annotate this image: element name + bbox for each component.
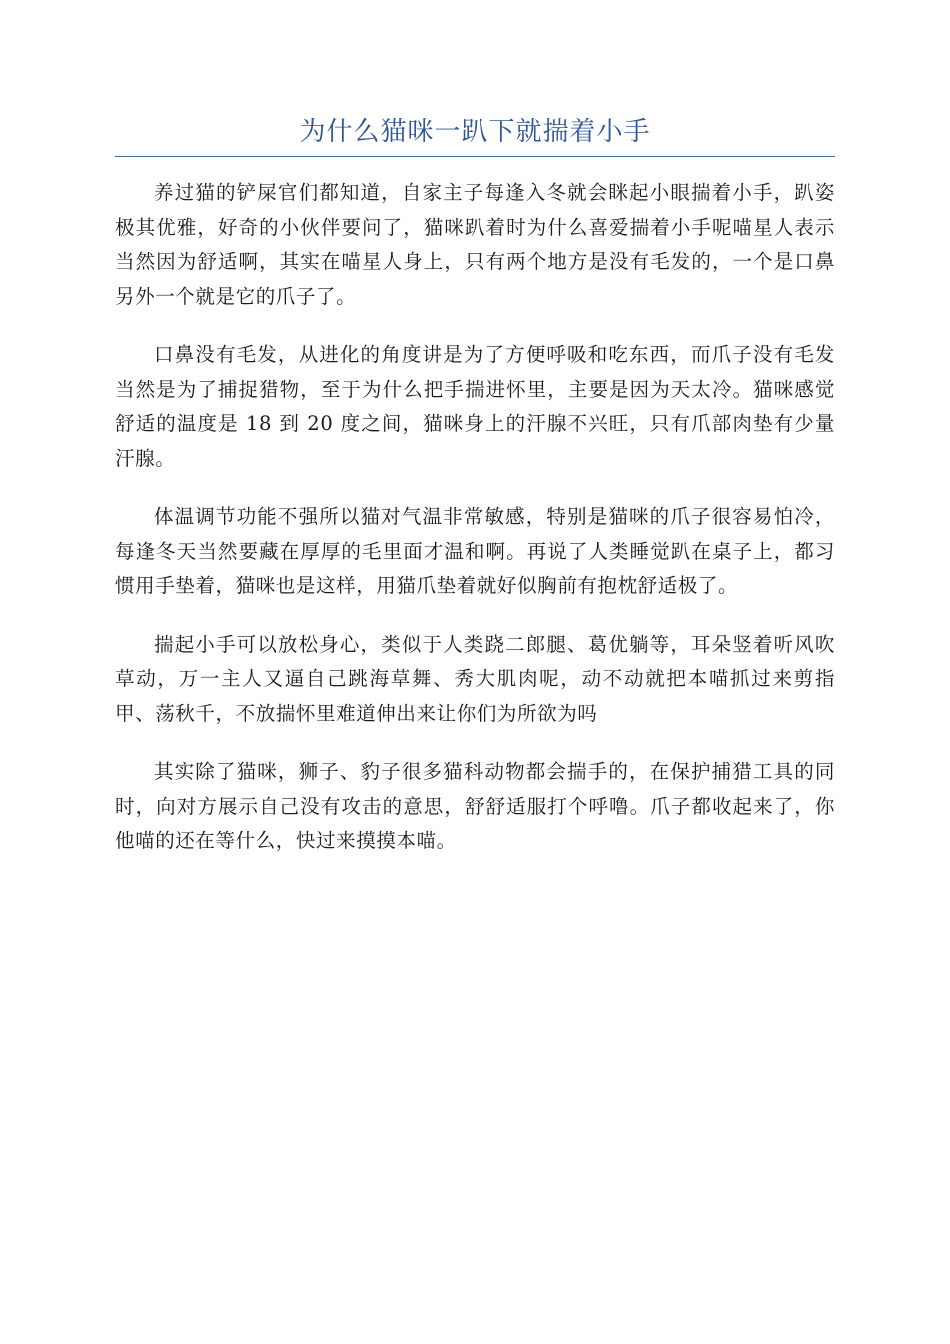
paragraph-5: 其实除了猫咪，狮子、豹子很多猫科动物都会揣手的，在保护捕猎工具的同时，向对方展示自己没有攻击的意思，舒舒适服打个呼噜。爪子都收起来了，你他喵的还在等什么，快过来摸摸本喵。 (115, 760, 835, 852)
paragraph-4: 揣起小手可以放松身心，类似于人类跷二郎腿、葛优躺等，耳朵竖着听风吹草动，万一主人又逼自己跳海草舞、秀大肌肉呢，动不动就把本喵抓过来剪指甲、荡秋千，不放揣怀里难道伸出来让你们为所欲为吗 (115, 632, 835, 725)
paragraph-3: 体温调节功能不强所以猫对气温非常敏感，特别是猫咪的爪子很容易怕冷，每逢冬天当然要藏在厚厚的毛里面才温和啊。再说了人类睡觉趴在桌子上，都习惯用手垫着，猫咪也是这样，用猫爪垫着就好似胸前有抱枕舒适极了。 (115, 505, 835, 597)
paragraph-1: 养过猫的铲屎官们都知道，自家主子每逢入冬就会眯起小眼揣着小手，趴姿极其优雅，好奇的小伙伴要问了，猫咪趴着时为什么喜爱揣着小手呢喵星人表示当然因为舒适啊，其实在喵星人身上，只有两个地方是没有毛发的，一个是口鼻另外一个就是它的爪子了。 (115, 181, 835, 308)
title-block (115, 112, 835, 157)
document-title: 为什么猫咪一趴下就揣着小手 (299, 117, 651, 147)
document-body (115, 176, 835, 883)
paragraph-2: 口鼻没有毛发，从进化的角度讲是为了方便呼吸和吃东西，而爪子没有毛发当然是为了捕捉猎物，至于为什么把手揣进怀里，主要是因为天太冷。猫咪感觉舒适的温度是 18 到 20 度之间，猫咪身上的汗腺不兴旺，只有爪部肉垫有少量汗腺。 (115, 343, 835, 470)
